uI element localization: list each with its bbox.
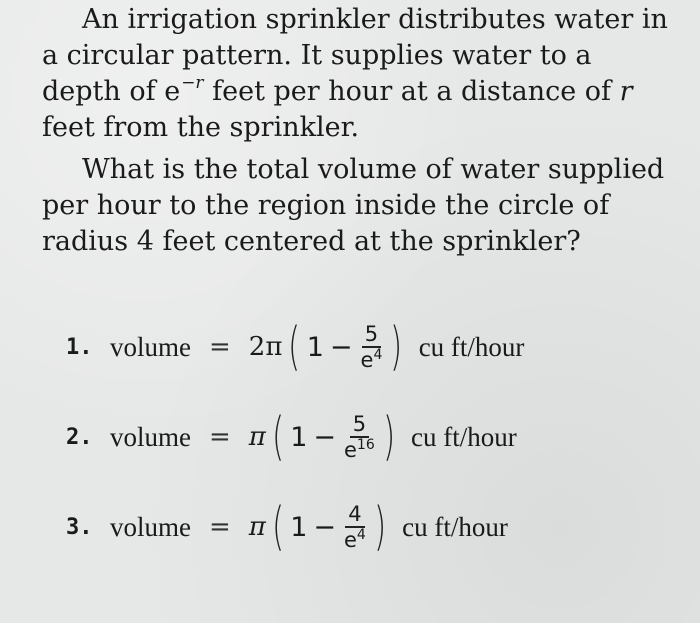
fraction-denominator [344,438,375,462]
minus-sign: − [313,421,336,453]
choice-fraction [344,412,375,462]
fraction-numerator: 5 [362,322,381,348]
choice-coefficient: 2π [248,332,283,362]
minus-sign: − [313,511,336,543]
denominator-exponent: 4 [373,347,383,363]
choice-units: cu ft/hour [411,421,517,452]
choice-number: 3. [66,514,93,540]
fraction-denominator [361,348,383,372]
choice-coefficient: π [248,422,266,452]
equals-sign: = [209,332,231,362]
choice-fraction [361,322,383,372]
denominator-base: e [344,528,357,552]
equals-sign: = [209,422,231,452]
denominator-base: e [360,348,374,372]
problem-statement [42,2,678,146]
choice-lhs: volume [110,331,191,362]
choice-one: 1 [306,331,324,363]
right-paren: ) [373,497,387,557]
choice-number: 2. [66,424,93,450]
fraction-numerator: 4 [345,502,364,528]
distance-variable: r [619,76,633,107]
problem-text-part1: An irrigation sprinkler distributes water in a circular pattern. It supplies water to a depth of e [42,4,668,107]
problem-text-part2: feet per hour at a distance of [203,76,620,107]
left-paren: ( [271,497,285,557]
problem-page [0,2,700,623]
depth-exponent: −r [181,73,204,93]
answer-choice-3[interactable] [66,482,686,572]
choice-lhs: volume [110,511,191,542]
left-paren: ( [288,317,301,377]
choice-lhs: volume [110,421,191,452]
minus-sign: − [329,331,353,363]
choice-one: 1 [290,511,308,543]
answer-choice-1[interactable] [66,302,686,392]
problem-text-part3: feet from the sprinkler. [42,112,360,143]
answer-choice-2[interactable] [66,392,686,482]
choice-number: 1. [66,334,93,360]
choice-coefficient: π [248,512,266,542]
choice-one: 1 [290,421,308,453]
denominator-base: e [344,438,357,462]
right-paren: ) [390,317,403,377]
problem-question: What is the total volume of water supplied per hour to the region inside the circle of radius 4 feet centered at the sprinkler? [42,154,665,257]
denominator-exponent: 16 [356,437,375,453]
choice-units: cu ft/hour [402,511,508,542]
answer-choices [66,302,686,572]
left-paren: ( [271,407,285,467]
denominator-exponent: 4 [356,527,366,543]
choice-units: cu ft/hour [418,331,525,362]
fraction-numerator: 5 [350,412,369,438]
choice-fraction [344,502,366,552]
fraction-denominator [344,528,366,552]
equals-sign: = [209,512,231,542]
right-paren: ) [382,407,395,467]
